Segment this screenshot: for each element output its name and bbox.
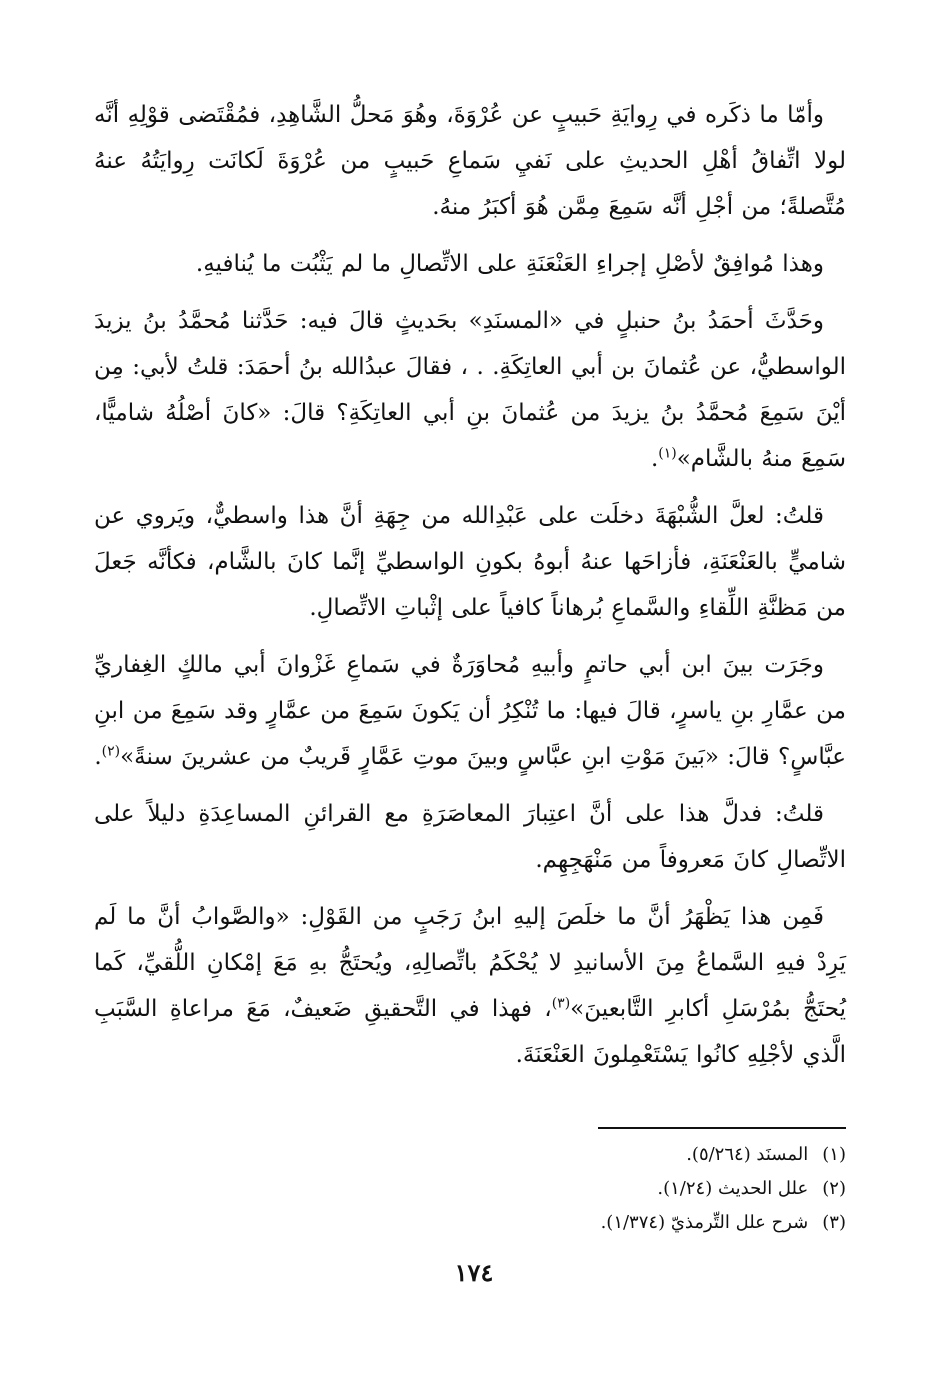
footnote-2: [94, 1172, 846, 1206]
footnote-ref-3[interactable]: (٣): [551, 995, 571, 1012]
footnote-number: (١): [822, 1144, 846, 1165]
footnote-text: شرح علل التِّرمذيّ (١/٣٧٤).: [600, 1212, 809, 1233]
paragraph-5: وجَرَت بينَ ابن أبي حاتمٍ وأبيهِ مُحاوَرَةٌ في سَماعِ غَزْوانَ أبي مالكٍ الغِفاريِّ من عمَّارِ بنِ ياسرٍ، قالَ فيها: ما تُنْكِرُ أن يَكونَ سَمِعَ من عمَّارٍ وقد سَمِعَ من ابنِ عبَّاسٍ؟ قالَ: «بَينَ مَوْتِ ابنِ عبَّاسٍ وبينَ موتِ عَمَّارٍ قَريبٌ من عشرينَ سنةً»$^{(٢)}$.: [94, 652, 846, 770]
paragraph-1: وأمّا ما ذكَره في رِوايَةِ حَبيبٍ عن عُرْوَةَ، وهُوَ مَحلُّ الشَّاهِدِ، فمُقْتَضى قوْلِهِ أنَّه لولا اتِّفاقُ أهْلِ الحديثِ على نَفيِ سَماعِ حَبيبٍ من عُرْوَةَ لَكانَت رِوايَتُهُ عنهُ مُتَّصلةً؛ من أجْلِ أنَّه سَمِعَ مِمَّن هُوَ أكبَرُ منهُ.: [94, 102, 846, 220]
paragraph-2: وهذا مُوافِقٌ لأصْلِ إجراءِ العَنْعَنَةِ على الاتِّصالِ ما لم يَثْبُت ما يُنافيهِ.: [195, 251, 824, 277]
footnote-text: علل الحديث (١/٢٤).: [657, 1178, 809, 1199]
paragraph-5-text: وجَرَت بينَ ابن أبي حاتمٍ وأبيهِ مُحاوَرَةٌ في سَماعِ غَزْوانَ أبي مالكٍ الغِفاريِّ من عمَّارِ بنِ ياسرٍ، قالَ فيها: ما تُنْكِرُ أن يَكونَ سَمِعَ من عمَّارٍ وقد سَمِعَ من ابنِ عبَّاسٍ؟ قالَ: «بَينَ مَوْتِ ابنِ عبَّاسٍ وبينَ موتِ عَمَّارٍ قَريبٌ من عشرينَ سنةً»: [94, 652, 846, 770]
paragraph-7-text: فَمِن هذا يَظْهَرُ أنَّ ما خلَصَ إليهِ ابنُ رَجَبٍ من القَوْلِ: «والصَّوابُ أنَّ ما لَم يَرِدْ فيهِ السَّماعُ مِنَ الأسانيدِ لا يُحْكَمُ باتِّصالِهِ، ويُحتَجُّ بهِ مَعَ إمْكانِ اللُّقيِّ، كَما يُحتَجُّ بمُرْسَلِ أكابرِ التَّابعينَ»: [94, 904, 846, 1022]
footnote-number: (٢): [822, 1178, 846, 1199]
footnote-number: (٣): [822, 1212, 846, 1233]
paragraph-3-text: وحَدَّثَ أحمَدُ بنُ حنبلٍ في «المسنَدِ» بحَديثٍ قالَ فيه: حَدَّثنا مُحمَّدُ بنُ يزيدَ الواسطيُّ، عن عُثمانَ بن أبي العاتِكَةِ. . ، فقالَ عبدُالله بنُ أحمَدَ: قلتُ لأبي: مِن أيْنَ سَمِعَ مُحمَّدُ بنُ يزيدَ من عُثمانَ بنِ أبي العاتِكَةِ؟ قالَ: «كانَ أصْلُهُ شاميًّا، سَمِعَ منهُ بالشَّام»: [94, 308, 846, 472]
footnote-ref-1[interactable]: (١): [658, 445, 677, 462]
paragraph-7-tail: ، فهذا في التَّحقيقِ ضَعيفٌ، مَعَ مراعاةِ السَّبَبِ الَّذي لأجْلِهِ كانُوا يَسْتَعْمِلونَ العَنْعَنَةَ.: [94, 996, 846, 1068]
footnote-divider: [598, 1127, 846, 1129]
footnote-ref-2[interactable]: (٢): [101, 743, 121, 760]
main-text: [94, 92, 846, 1089]
footnote-text: المسنَد (٥/٢٦٤).: [686, 1144, 809, 1165]
paragraph-7: [94, 894, 846, 1078]
page-number: ١٧٤: [454, 1258, 494, 1287]
footnote-3: [94, 1206, 846, 1240]
paragraph-4: قلتُ: لعلَّ الشُّبْهَةَ دخلَت على عَبْدِالله من جِهَةِ أنَّ هذا واسطيٌّ، ويَروي عن شاميٍّ بالعَنْعَنَةِ، فأزاحَها عنهُ أبوهُ بكونِ الواسطيِّ إنَّما كانَ بالشَّام، فكأنَّه جَعلَ من مَظنَّةِ اللِّقاءِ والسَّماعِ بُرهاناً كافياً على إثْباتِ الاتِّصالِ.: [94, 503, 846, 621]
footnote-1: [94, 1138, 846, 1172]
paragraph-3: وحَدَّثَ أحمَدُ بنُ حنبلٍ في «المسنَدِ» بحَديثٍ قالَ فيه: حَدَّثنا مُحمَّدُ بنُ يزيدَ الواسطيُّ، عن عُثمانَ بن أبي العاتِكَةِ. . ، فقالَ عبدُالله بنُ أحمَدَ: قلتُ لأبي: مِن أيْنَ سَمِعَ مُحمَّدُ بنُ يزيدَ من عُثمانَ بنِ أبي العاتِكَةِ؟ قالَ: «كانَ أصْلُهُ شاميًّا، سَمِعَ منهُ بالشَّام»$^{(١)}$.: [94, 308, 846, 472]
paragraph-6: قلتُ: فدلَّ هذا على أنَّ اعتِبارَ المعاصَرَةِ مع القرائنِ المساعِدَةِ دليلاً على الاتِّصالِ كانَ مَعروفاً من مَنْهَجِهِم.: [94, 801, 846, 873]
footnotes: [94, 1138, 846, 1240]
